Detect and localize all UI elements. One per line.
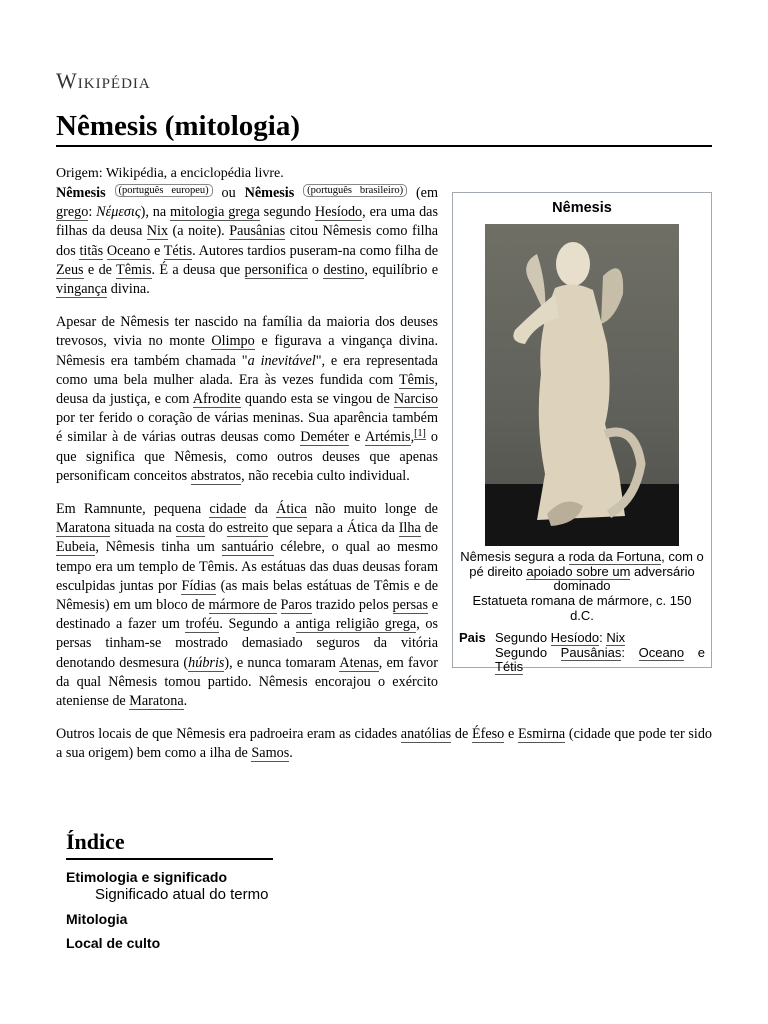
text: ", e era representada como uma bela mulher alada. Era às vezes fundida com (56, 352, 438, 388)
caption-date: Estatueta romana de mármore, c. 150 d.C. (472, 592, 692, 623)
link-antiga-religiao-grega[interactable]: antiga religião grega (295, 616, 417, 633)
text: . Autores tardios puseram-na como filha de (192, 242, 438, 259)
text: Outros locais de que Nêmesis era padroeira eram as cidades (56, 726, 401, 743)
link-eubeia[interactable]: Eubeia (56, 539, 96, 556)
text: , deusa da justiça, e com (56, 371, 438, 408)
link-temis[interactable]: Têmis (116, 261, 152, 278)
text: que separa a Ática da (268, 520, 399, 537)
link-estreito[interactable]: estreito (226, 520, 269, 537)
greek-name: Νέμεσις (96, 204, 141, 221)
text: trazido pelos (312, 597, 393, 614)
caption-text: adversário dominado (553, 563, 695, 594)
text: (as mais belas estátuas de Têmis e de Nêmesis) em um bloco de (56, 577, 438, 614)
term: Nêmesis (244, 185, 295, 201)
paragraph-2: Apesar de Nêmesis ter nascido na família da maioria dos deuses trevosos, vivia no monte Olimpo e figurava a vingança divina. Nêmesis era também chamada "a inevitável", e era representada como uma bela mulher alada. Era às vezes fundida com Têmis, deusa da justiça, e com Afrodite quando esta se vingou de Narciso por ter ferido o coração de várias meninas. Sua aparência também é similar à de várias outras deusas como Deméter e Artémis,[1] o que significa que Nêmesis, como outros deuses que apenas personificam conceitos abstratos, não recebia culto individual. (56, 314, 439, 484)
text: do (204, 520, 227, 537)
text: e (150, 242, 164, 259)
link-santuario[interactable]: santuário (221, 539, 274, 556)
article-body (56, 184, 712, 778)
link-efeso[interactable]: Éfeso (471, 726, 505, 743)
text: não muito longe de (306, 501, 438, 518)
text: e (349, 429, 365, 446)
text: , equilíbrio e (364, 261, 438, 278)
link-oceano[interactable]: Oceano (638, 644, 685, 660)
link-vinganca[interactable]: vingança (56, 281, 108, 298)
link-hubris[interactable]: húbris (188, 654, 225, 671)
text: : (599, 630, 607, 646)
text: Em Ramnunte, pequena (56, 501, 210, 518)
wikipedia-logo[interactable]: Wikipédia (56, 68, 151, 93)
toc-item-etimologia[interactable]: Etimologia e significado (66, 869, 228, 885)
link-olimpo[interactable]: Olimpo (211, 333, 255, 350)
text: (cidade que pode ter sido a sua origem) bem como a ilha de (56, 726, 713, 762)
text: : (88, 204, 97, 221)
link-demeter[interactable]: Deméter (300, 429, 350, 446)
label-portugues-brasileiro[interactable]: (português brasileiro) (303, 184, 407, 197)
text: . É a deusa que (151, 261, 245, 278)
link-atica[interactable]: Ática (276, 501, 307, 518)
text: o que significa que Nêmesis, como outros deuses que apenas personificam conceitos (56, 429, 439, 484)
text: e (684, 644, 705, 660)
paragraph-4 (56, 725, 712, 763)
link-tetis[interactable]: Tétis (495, 659, 524, 675)
link-esmirna[interactable]: Esmirna (517, 726, 566, 743)
link-maratona[interactable]: Maratona (56, 520, 111, 537)
infobox-title: Nêmesis (552, 200, 612, 216)
text: segundo (259, 204, 315, 221)
caption-text: Nêmesis segura a (460, 549, 569, 565)
text: (a noite). (168, 223, 230, 240)
link-samos[interactable]: Samos (251, 745, 290, 762)
toc-item-mitologia[interactable]: Mitologia (66, 911, 128, 927)
link-nix[interactable]: Nix (146, 223, 169, 240)
toc-divider (66, 858, 273, 860)
toc-item-local-de-culto[interactable]: Local de culto (66, 935, 161, 951)
title-divider (56, 145, 712, 147)
infobox-row-pais (459, 631, 705, 675)
link-costa[interactable]: costa (175, 520, 205, 537)
text: , era uma das filhas da deusa (56, 204, 438, 240)
text: ou (212, 185, 245, 201)
text: e figurava a vingança divina. Nêmesis era também chamada " (56, 333, 438, 369)
statue-illustration (485, 224, 679, 546)
term: Nêmesis (56, 185, 106, 201)
link-cidade[interactable]: cidade (209, 501, 247, 518)
text: Apesar de Nêmesis ter nascido na família da maioria dos deuses trevosos, vivia no monte (56, 314, 438, 350)
link-hesiodo[interactable]: Hesíodo (314, 204, 363, 221)
text: ), e nunca tomaram (224, 654, 340, 671)
text: . (289, 745, 293, 762)
link-oceano[interactable]: Oceano (106, 242, 151, 259)
link-grego[interactable]: grego (56, 204, 89, 221)
caption-text: , com o pé direito (469, 549, 704, 579)
text: divina. (107, 281, 150, 298)
link-marmore[interactable]: mármore de (208, 597, 277, 614)
link-temis[interactable]: Têmis (398, 371, 435, 388)
link-apoiado[interactable]: apoiado sobre um (526, 563, 631, 579)
toc-title: Índice (66, 829, 125, 854)
link-afrodite[interactable]: Afrodite (192, 391, 241, 408)
link-pausanias[interactable]: Pausânias (560, 644, 622, 660)
infobox-value-pais (495, 631, 705, 675)
link-maratona[interactable]: Maratona (129, 693, 184, 710)
text: : (621, 644, 639, 660)
link-destino[interactable]: destino (323, 261, 365, 278)
link-paros[interactable]: Paros (280, 597, 313, 614)
text: e destinado a fazer um (56, 597, 439, 633)
text: célebre, o qual ao mesmo tempo era um templo de Têmis. As estátuas das duas deusas foram esculpidas juntas por (56, 539, 439, 594)
link-artemis[interactable]: Artémis (364, 429, 411, 446)
text: Segundo (495, 630, 551, 646)
text: ), na (140, 204, 171, 221)
text: , em favor da qual Nêmesis tomou partido. Nêmesis encorajou o exército ateniense de (56, 654, 438, 710)
text: . Segundo a (219, 616, 296, 633)
link-atenas[interactable]: Atenas (339, 654, 379, 671)
link-trofeu[interactable]: troféu (185, 616, 220, 633)
page-title: Nêmesis (mitologia) (56, 110, 301, 142)
table-of-contents (66, 828, 273, 952)
text: da (246, 501, 277, 518)
link-tetis[interactable]: Tétis (163, 242, 193, 259)
link-zeus[interactable]: Zeus (56, 261, 84, 278)
epithet: a inevitável (247, 352, 316, 369)
text: (em (407, 185, 439, 201)
text: de (451, 726, 472, 743)
infobox (452, 192, 712, 675)
text: , os persas tinham-se mostrado demasiado seguros da vitória denotando desmesura ( (56, 616, 438, 671)
label-portugues-europeu[interactable]: (português europeu) (115, 184, 213, 197)
head-shape (556, 242, 590, 286)
text: o (307, 261, 324, 278)
text: citou Nêmesis como filha dos (56, 223, 438, 259)
text: , não recebia culto individual. (241, 467, 410, 484)
infobox-key-pais: Pais (459, 630, 486, 646)
reference-1[interactable]: [1] (414, 427, 426, 439)
text: de (420, 520, 439, 537)
text: . (183, 693, 188, 710)
link-personifica[interactable]: personifica (244, 261, 308, 278)
text: e de (83, 261, 117, 278)
link-roda-fortuna[interactable]: roda da Fortuna (568, 549, 662, 565)
link-nix[interactable]: Nix (606, 630, 626, 646)
link-pausanias[interactable]: Pausânias (229, 223, 286, 240)
text: Segundo (495, 644, 561, 660)
link-abstratos[interactable]: abstratos (190, 467, 242, 484)
link-mitologia-grega[interactable]: mitologia grega (170, 204, 260, 221)
text (277, 597, 281, 613)
text: , Nêmesis tinha um (95, 539, 222, 556)
link-persas[interactable]: persas (392, 597, 428, 614)
link-titas[interactable]: titãs (79, 242, 104, 259)
text: e (504, 726, 518, 743)
right-wing-shape (601, 268, 623, 324)
statue-image[interactable] (485, 224, 679, 546)
link-narciso[interactable]: Narciso (393, 391, 438, 408)
infobox-caption (459, 550, 705, 623)
link-ilha[interactable]: Ilha (398, 520, 421, 537)
text: quando esta se vingou de (240, 391, 394, 408)
toc-item-significado-atual[interactable]: Significado atual do termo (95, 886, 269, 903)
link-fidias[interactable]: Fídias (181, 577, 217, 594)
origin-note: Origem: Wikipédia, a enciclopédia livre. (56, 166, 284, 181)
link-anatolias[interactable]: anatólias (400, 726, 452, 743)
text: por ter ferido o coração de várias meninas. Sua aparência também é similar à de várias outras deusas como (56, 410, 438, 446)
link-hesiodo[interactable]: Hesíodo (550, 630, 600, 646)
text: situada na (110, 520, 176, 537)
